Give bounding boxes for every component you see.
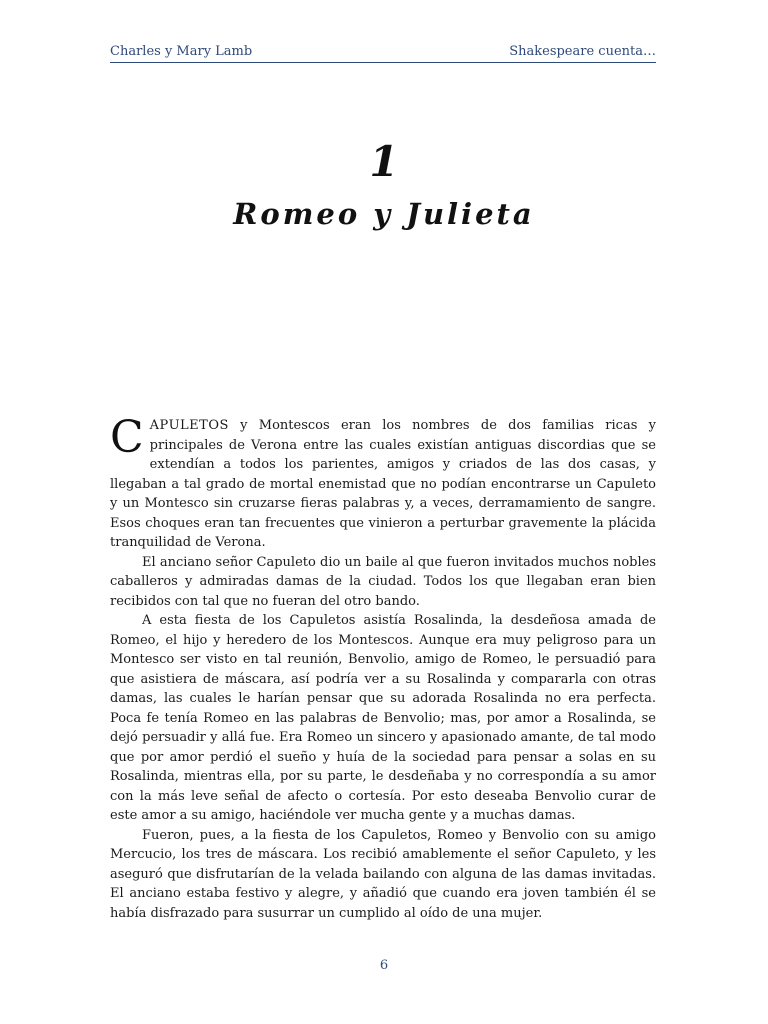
- paragraph-2: El anciano señor Capuleto dio un baile al que fueron invitados muchos nobles caballeros y admiradas damas de la ciudad. Todos los que llegaban eran bien recibidos con tal que no fueran del otro bando.: [110, 554, 656, 609]
- paragraph-4: Fueron, pues, a la fiesta de los Capuletos, Romeo y Benvolio con su amigo Mercucio, los tres de máscara. Los recibió amablemente el señor Capuleto, y les aseguró que disfrutarían de la velada bailando con alguna de las damas invitadas. El anciano estaba festivo y alegre, y añadió que cuando era joven también él se había disfrazado para susurrar un cumplido al oído de una mujer.: [110, 827, 656, 921]
- header-book-title: Shakespeare cuenta…: [509, 44, 656, 59]
- header-author: Charles y Mary Lamb: [110, 44, 253, 59]
- paragraph-1-text: y Montescos eran los nombres de dos familias ricas y principales de Verona entre las cuales existían antiguas discordias que se extendían a todos los parientes, amigos y criados de las dos casas, y llegaban a tal grado de mortal enemistad que no podían encontrarse un Capuleto y un Montesco sin cruzarse fieras palabras y, a veces, derramamiento de sangre. Esos choques eran tan frecuentes que vinieron a perturbar gravemente la plácida tranquilidad de Verona.: [110, 418, 656, 550]
- body-text: [110, 412, 656, 923]
- running-header: [110, 44, 656, 63]
- chapter-number: 1: [369, 137, 399, 186]
- lead-words: APULETOS: [149, 418, 229, 433]
- drop-cap: C: [110, 412, 144, 463]
- page-number: 6: [379, 958, 389, 973]
- paragraph-3: A esta fiesta de los Capuletos asistía Rosalinda, la desdeñosa amada de Romeo, el hijo y heredero de los Montescos. Aunque era muy peligroso para un Montesco ser visto en tal reunión, Benvolio, amigo de Romeo, le persuadió para que asistiera de máscara, así podría ver a su Rosalinda y compararla con otras damas, las cuales le harían pensar que su adorada Rosalinda no era perfecta. Poca fe tenía Romeo en las palabras de Benvolio; mas, por amor a Rosalinda, se dejó persuadir y allá fue. Era Romeo un sincero y apasionado amante, de tal modo que por amor perdió el sueño y huía de la sociedad para pensar a solas en su Rosalinda, mientras ella, por su parte, le desdeñaba y no correspondía a su amor con la más leve señal de afecto o cortesía. Por esto deseaba Benvolio curar de este amor a su amigo, haciéndole ver mucha gente y a muchas damas.: [110, 613, 656, 823]
- paragraph-1: [110, 412, 656, 553]
- chapter-title: Romeo y Julieta: [233, 197, 535, 231]
